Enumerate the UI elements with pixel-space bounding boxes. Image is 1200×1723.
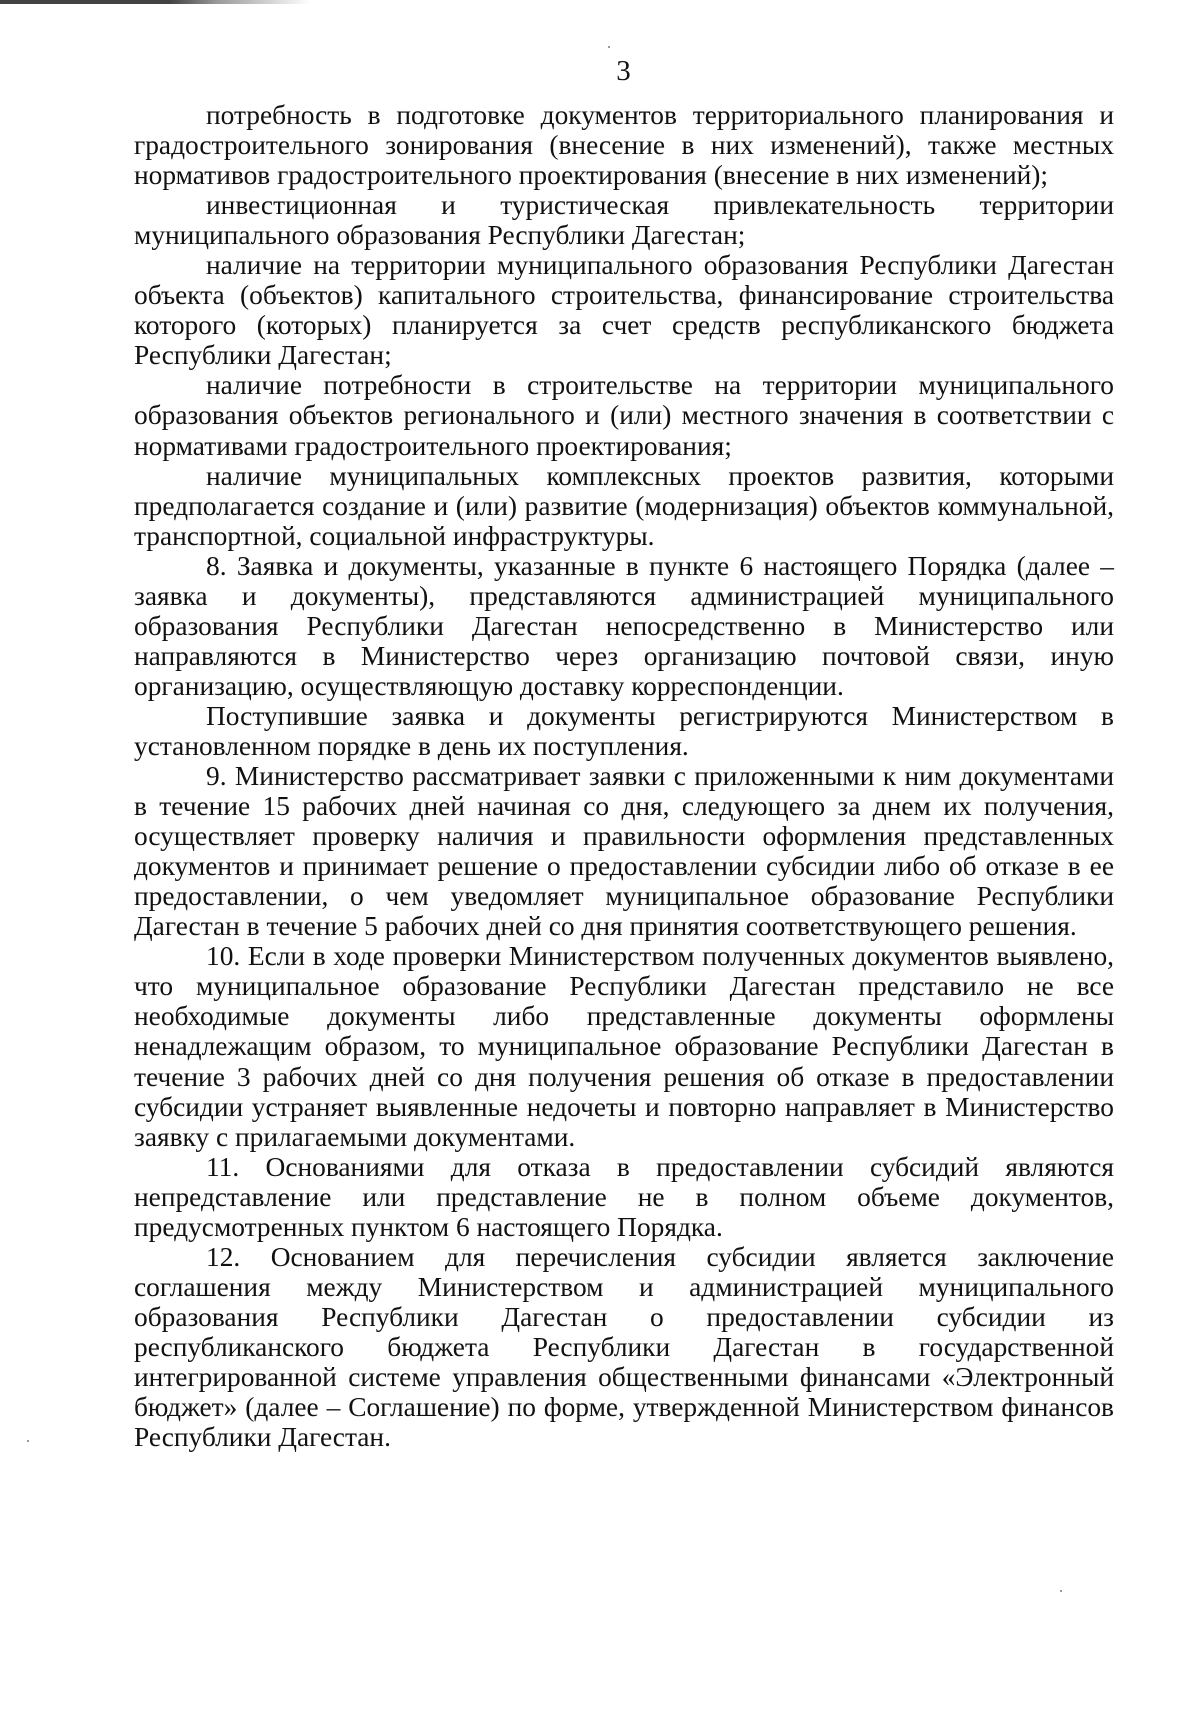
paragraph: наличие потребности в строительстве на территории муниципального образования объектов регионального и (или) местного значения в соответствии с нормативами градостроительного проектирования; [134, 370, 1114, 461]
paragraph: Поступившие заявка и документы регистрируются Министерством в установленном порядке в день их поступления. [134, 700, 1114, 761]
paragraph: 9. Министерство рассматривает заявки с приложенными к ним документами в течение 15 рабочих дней начиная со дня, следующего за днем их получения, осуществляет проверку наличия и правильности оформления представленных документов и принимает решение о предоставлении субсидии либо об отказе в ее предоставлении, о чем уведомляет муниципальное образование Республики Дагестан в течение 5 рабочих дней со дня принятия соответствующего решения. [134, 761, 1114, 942]
paragraph: потребность в подготовке документов территориального планирования и градостроительного зонирования (внесение в них изменений), также местных нормативов градостроительного проектирования (внесение в них изменений); [134, 100, 1114, 191]
paragraph: наличие муниципальных комплексных проектов развития, которыми предполагается создание и (или) развитие (модернизация) объектов коммунальной, транспортной, социальной инфраструктуры. [134, 460, 1114, 551]
page-number: 3 [616, 55, 631, 87]
paragraph: наличие на территории муниципального образования Республики Дагестан объекта (объектов) капитального строительства, финансирование строительства которого (которых) планируется за счет средств республиканского бюджета Республики Дагестан; [134, 250, 1114, 371]
paragraph: инвестиционная и туристическая привлекательность территории муниципального образования Республики Дагестан; [134, 190, 1114, 251]
scan-speck [1060, 1590, 1062, 1592]
paragraph: 11. Основаниями для отказа в предоставлении субсидий являются непредставление или представление не в полном объеме документов, предусмотренных пунктом 6 настоящего Порядка. [134, 1151, 1114, 1242]
paragraph: 8. Заявка и документы, указанные в пункте 6 настоящего Порядка (далее – заявка и документы), представляются администрацией муниципального образования Республики Дагестан непосредственно в Министерство или направляются в Министерство через организацию почтовой связи, иную организацию, осуществляющую доставку корреспонденции. [134, 550, 1114, 701]
paragraph: 12. Основанием для перечисления субсидии является заключение соглашения между Министерством и администрацией муниципального образования Республики Дагестан о предоставлении субсидии из республиканского бюджета Республики Дагестан в государственной интегрированной системе управления общественными финансами «Электронный бюджет» (далее – Соглашение) по форме, утвержденной Министерством финансов Республики Дагестан. [134, 1241, 1114, 1453]
paragraph: 10. Если в ходе проверки Министерством полученных документов выявлено, что муниципальное образование Республики Дагестан представило не все необходимые документы либо представленные документы оформлены ненадлежащим образом, то муниципальное образование Республики Дагестан в течение 3 рабочих дней со дня получения решения об отказе в предоставлении субсидии устраняет выявленные недочеты и повторно направляет в Министерство заявку с прилагаемыми документами. [134, 941, 1114, 1152]
document-body [134, 100, 1114, 1452]
scan-speck [608, 46, 610, 48]
scan-speck [27, 1440, 29, 1442]
scan-edge-mark [0, 0, 310, 4]
